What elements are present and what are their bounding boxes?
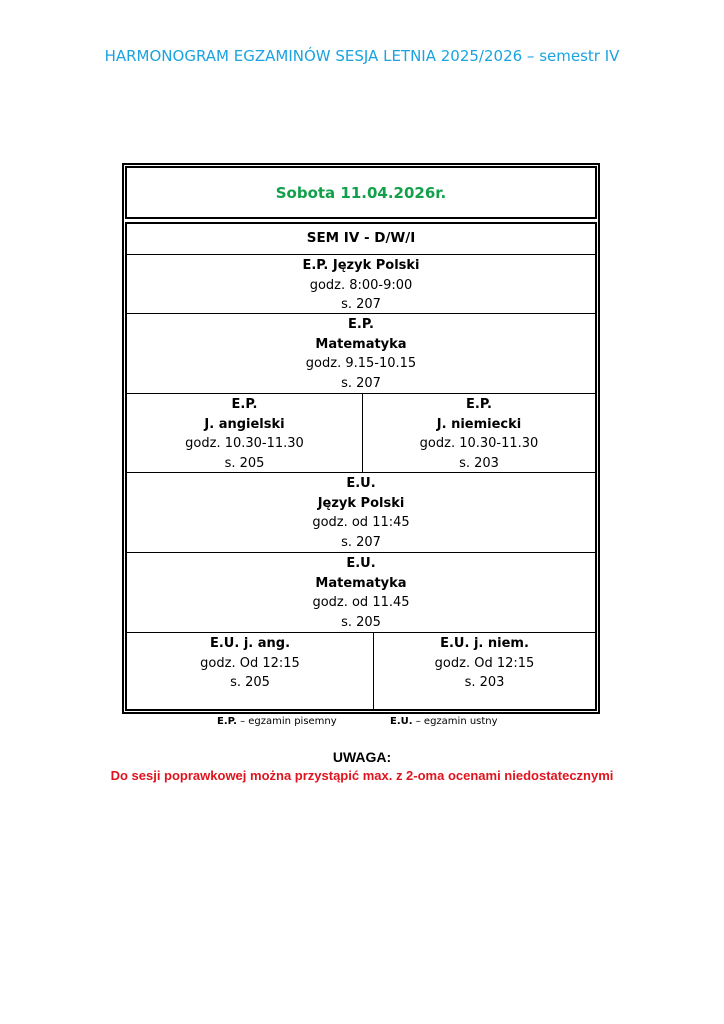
exam-room: s. 205 (230, 675, 270, 690)
exam-time: godz. 10.30-11.30 (185, 436, 304, 451)
exam-room: s. 203 (464, 675, 505, 690)
exam-time: godz. 10.30-11.30 (419, 436, 539, 451)
exam-type: E.P. (348, 317, 374, 332)
exam-room: s. 205 (341, 614, 381, 630)
legend-oral-text: – egzamin ustny (412, 716, 498, 727)
legend-oral (390, 716, 498, 727)
group-label: SEM IV - D/W/I (306, 230, 416, 246)
exam-cell-german-oral (374, 633, 595, 709)
page-title: HARMONOGRAM EGZAMINÓW SESJA LETNIA 2025/2026 – semestr IV (104, 47, 620, 65)
exam-name: E.U. j. ang. (209, 636, 291, 651)
exam-type: E.P. (231, 397, 258, 412)
exam-subject: J. angielski (204, 416, 285, 432)
group-row (127, 224, 595, 255)
legend-written-text: – egzamin pisemny (236, 716, 337, 727)
exam-room: s. 203 (459, 455, 499, 471)
exam-row-languages-oral (127, 633, 595, 709)
exam-cell-english (127, 394, 362, 472)
legend-written-abbr: E.P. (217, 716, 237, 727)
notice-title: UWAGA: (332, 749, 392, 765)
exam-time: godz. Od 12:15 (434, 655, 535, 671)
exam-time: godz. od 11.45 (312, 595, 410, 610)
exam-subject: Język Polski (317, 495, 405, 511)
exam-room: s. 207 (341, 297, 381, 312)
exam-row-polish-written (127, 255, 595, 314)
exam-name: E.U. j. niem. (440, 636, 529, 651)
exam-row-polish-oral (127, 473, 595, 553)
legend-written (217, 716, 337, 727)
exam-time: godz. Od 12:15 (200, 655, 300, 671)
exam-room: s. 205 (224, 455, 265, 471)
exam-name: E.P. Język Polski (302, 258, 420, 273)
exam-type: E.U. (346, 556, 376, 571)
date-header (125, 166, 597, 219)
exam-time: godz. 9.15-10.15 (305, 356, 417, 371)
exam-row-math-oral (127, 553, 595, 633)
exam-cell-german (363, 394, 595, 472)
exam-row-math-written (127, 314, 595, 394)
legend-oral-abbr: E.U. (390, 716, 413, 727)
exam-subject: Matematyka (315, 336, 407, 352)
exam-room: s. 207 (341, 375, 381, 391)
exam-type: E.P. (466, 397, 492, 412)
exam-type: E.U. (346, 476, 376, 491)
exam-room: s. 207 (341, 534, 381, 550)
schedule-table (125, 222, 597, 711)
exam-subject: Matematyka (315, 575, 407, 591)
exam-subject: J. niemiecki (436, 416, 522, 432)
exam-time: godz. od 11:45 (312, 515, 410, 530)
exam-row-languages-written (127, 394, 595, 473)
exam-time: godz. 8:00-9:00 (309, 277, 413, 293)
exam-date: Sobota 11.04.2026r. (275, 183, 447, 202)
notice-text: Do sesji poprawkowej można przystąpić max. z 2-oma ocenami niedostatecznymi (110, 768, 614, 783)
exam-cell-english-oral (127, 633, 373, 709)
